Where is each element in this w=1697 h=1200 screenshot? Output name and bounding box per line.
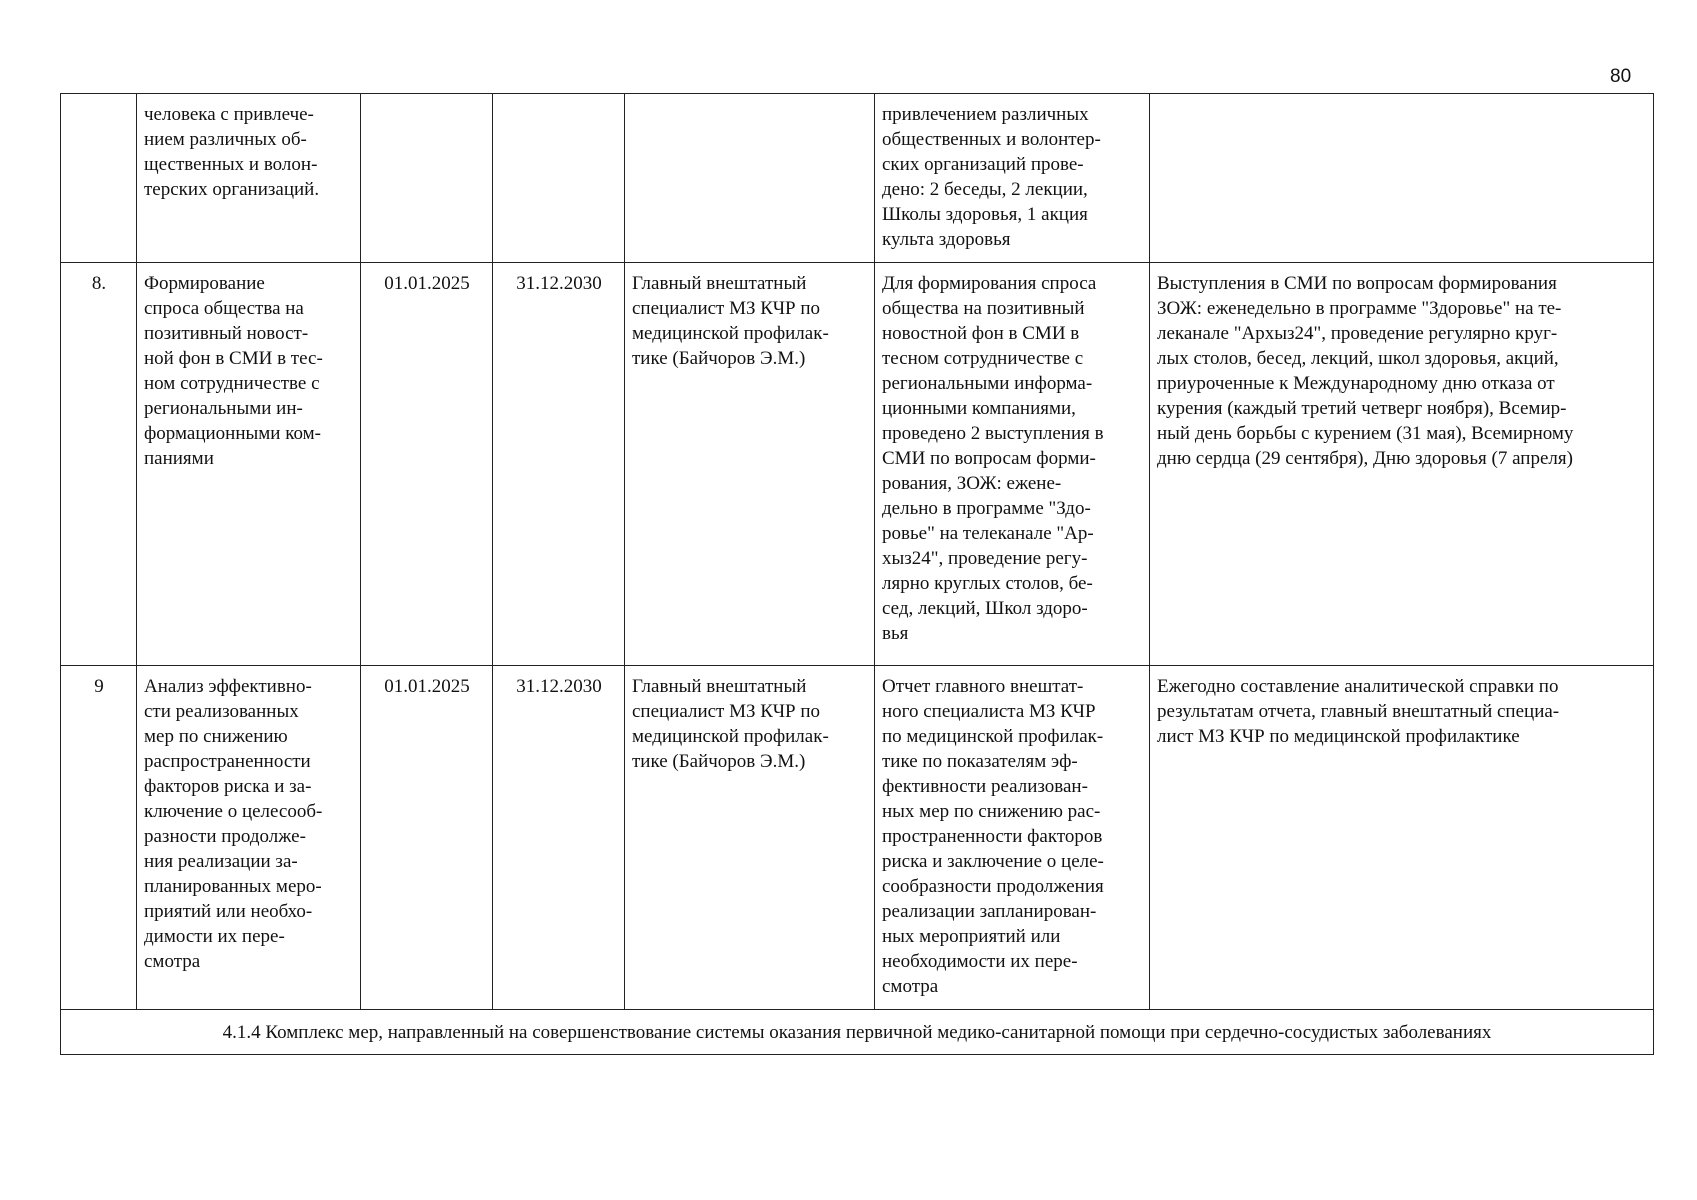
cell-end-date: 31.12.2030	[493, 666, 625, 1010]
cell-result: Отчет главного внештат- ного специалиста МЗ КЧР по медицинской профилак- тике по показателям эф- фективности реализован- ных мер по снижению рас- пространенности факторов риска и заключение о целе- сообразности продолжения реализации запланирован- ных мероприятий или необходимости их пере- смотра	[875, 666, 1150, 1010]
section-heading-row	[61, 1010, 1654, 1055]
table-row-8	[61, 263, 1654, 666]
cell-indicator: Выступления в СМИ по вопросам формирования ЗОЖ: еженедельно в программе "Здоровье" на те- леканале "Архыз24", проведение регулярно круг- лых столов, бесед, лекций, школ здоровья, акций, приуроченные к Международному дню отказа от курения (каждый третий четверг ноября), Всемир- ный день борьбы с курением (31 мая), Всемирному дню сердца (29 сентября), Дню здоровья (7 апреля)	[1150, 263, 1654, 666]
cell-number: 9	[61, 666, 137, 1010]
cell-result: привлечением различных общественных и волонтер- ских организаций прове- дено: 2 беседы, 2 лекции, Школы здоровья, 1 акция культа здоровья	[875, 94, 1150, 263]
cell-responsible	[625, 94, 875, 263]
cell-indicator	[1150, 94, 1654, 263]
page-number: 80	[1610, 66, 1632, 87]
table-row-9	[61, 666, 1654, 1010]
cell-number	[61, 94, 137, 263]
cell-indicator: Ежегодно составление аналитической справки по результатам отчета, главный внештатный специа- лист МЗ КЧР по медицинской профилактике	[1150, 666, 1654, 1010]
cell-start-date: 01.01.2025	[361, 263, 493, 666]
cell-start-date	[361, 94, 493, 263]
cell-responsible: Главный внештатный специалист МЗ КЧР по медицинской профилак- тике (Байчоров Э.М.)	[625, 666, 875, 1010]
table-row-continued	[61, 94, 1654, 263]
section-heading: 4.1.4 Комплекс мер, направленный на совершенствование системы оказания первичной медико-санитарной помощи при сердечно-сосудистых заболеваниях	[61, 1010, 1654, 1055]
cell-number: 8.	[61, 263, 137, 666]
cell-start-date: 01.01.2025	[361, 666, 493, 1010]
cell-result: Для формирования спроса общества на позитивный новостной фон в СМИ в тесном сотрудничестве с региональными информа- ционными компаниями, проведено 2 выступления в СМИ по вопросам форми- рования, ЗОЖ: ежене- дельно в программе "Здо- ровье" на телеканале "Ар- хыз24", проведение регу- лярно круглых столов, бе- сед, лекций, Школ здоро- вья	[875, 263, 1150, 666]
cell-responsible: Главный внештатный специалист МЗ КЧР по медицинской профилак- тике (Байчоров Э.М.)	[625, 263, 875, 666]
cell-end-date: 31.12.2030	[493, 263, 625, 666]
cell-end-date	[493, 94, 625, 263]
cell-measure-name: Формирование спроса общества на позитивный новост- ной фон в СМИ в тес- ном сотрудничестве с региональными ин- формационными ком- паниями	[137, 263, 361, 666]
cell-measure-name: Анализ эффективно- сти реализованных мер по снижению распространенности факторов риска и за- ключение о целесооб- разности продолже- ния реализации за- планированных меро- приятий или необхо- димости их пере- смотра	[137, 666, 361, 1010]
cell-measure-name: человека с привлече- нием различных об- щественных и волон- терских организаций.	[137, 94, 361, 263]
measures-table	[60, 93, 1654, 1055]
